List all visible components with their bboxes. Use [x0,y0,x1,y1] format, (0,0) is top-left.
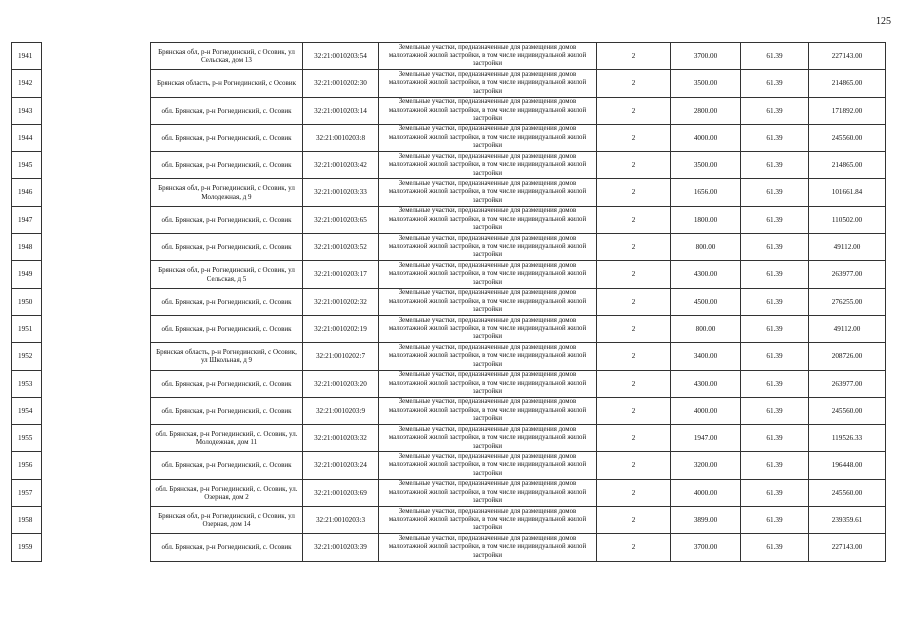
row-number-cell: 1944 [12,124,42,151]
group-cell: 2 [597,397,671,424]
spacer-cell [42,70,151,97]
area-cell: 4000.00 [671,397,741,424]
cadastral-value-cell: 263977.00 [809,261,886,288]
cadastral-number-cell: 32:21:0010203:54 [303,43,379,70]
cadastral-number-cell: 32:21:0010203:3 [303,507,379,534]
row-number-cell: 1948 [12,234,42,261]
group-cell: 2 [597,370,671,397]
table-row [12,70,886,97]
cadastral-value-cell: 245560.00 [809,479,886,506]
table-row [12,507,886,534]
specific-value-cell: 61.39 [741,534,809,561]
cadastral-number-cell: 32:21:0010203:52 [303,234,379,261]
spacer-cell [42,452,151,479]
address-cell: обл. Брянская, р-н Рогнединский, с. Осовик [151,397,303,424]
cadastral-number-cell: 32:21:0010203:9 [303,397,379,424]
cadastral-number-cell: 32:21:0010203:8 [303,124,379,151]
land-use-cell: Земельные участки, предназначенные для размещения домов малоэтажной жилой застройки, в том числе индивидуальной жилой застройки [379,479,597,506]
cadastral-value-table-container [11,42,885,562]
table-row [12,479,886,506]
specific-value-cell: 61.39 [741,234,809,261]
area-cell: 4000.00 [671,124,741,151]
row-number-cell: 1945 [12,152,42,179]
cadastral-value-table [11,42,886,562]
spacer-cell [42,261,151,288]
area-cell: 3200.00 [671,452,741,479]
spacer-cell [42,234,151,261]
specific-value-cell: 61.39 [741,288,809,315]
area-cell: 3500.00 [671,70,741,97]
address-cell: обл. Брянская, р-н Рогнединский, с. Осовик [151,288,303,315]
cadastral-value-cell: 276255.00 [809,288,886,315]
specific-value-cell: 61.39 [741,152,809,179]
cadastral-number-cell: 32:21:0010202:30 [303,70,379,97]
address-cell: Брянская обл, р-н Рогнединский, с Осовик, ул Сельская, дом 13 [151,43,303,70]
specific-value-cell: 61.39 [741,507,809,534]
row-number-cell: 1941 [12,43,42,70]
address-cell: обл. Брянская, р-н Рогнединский, с. Осовик [151,124,303,151]
table-row [12,234,886,261]
table-row [12,152,886,179]
land-use-cell: Земельные участки, предназначенные для размещения домов малоэтажной жилой застройки, в том числе индивидуальной жилой застройки [379,261,597,288]
address-cell: Брянская обл, р-н Рогнединский, с Осовик, ул Молодежная, д 9 [151,179,303,206]
spacer-cell [42,315,151,342]
group-cell: 2 [597,43,671,70]
specific-value-cell: 61.39 [741,206,809,233]
area-cell: 800.00 [671,315,741,342]
group-cell: 2 [597,124,671,151]
cadastral-value-cell: 196448.00 [809,452,886,479]
spacer-cell [42,343,151,370]
specific-value-cell: 61.39 [741,479,809,506]
group-cell: 2 [597,152,671,179]
group-cell: 2 [597,288,671,315]
cadastral-value-cell: 214865.00 [809,70,886,97]
row-number-cell: 1951 [12,315,42,342]
group-cell: 2 [597,97,671,124]
specific-value-cell: 61.39 [741,179,809,206]
area-cell: 4000.00 [671,479,741,506]
address-cell: обл. Брянская, р-н Рогнединский, с. Осовик [151,534,303,561]
cadastral-value-cell: 239359.61 [809,507,886,534]
cadastral-value-cell: 119526.33 [809,425,886,452]
page-number: 125 [876,16,891,27]
group-cell: 2 [597,315,671,342]
row-number-cell: 1942 [12,70,42,97]
group-cell: 2 [597,179,671,206]
specific-value-cell: 61.39 [741,370,809,397]
cadastral-number-cell: 32:21:0010203:65 [303,206,379,233]
land-use-cell: Земельные участки, предназначенные для размещения домов малоэтажной жилой застройки, в том числе индивидуальной жилой застройки [379,43,597,70]
spacer-cell [42,206,151,233]
area-cell: 800.00 [671,234,741,261]
land-use-cell: Земельные участки, предназначенные для размещения домов малоэтажной жилой застройки, в том числе индивидуальной жилой застройки [379,397,597,424]
table-row [12,425,886,452]
address-cell: Брянская обл, р-н Рогнединский, с Осовик, ул Озерная, дом 14 [151,507,303,534]
spacer-cell [42,507,151,534]
cadastral-value-cell: 263977.00 [809,370,886,397]
cadastral-value-cell: 245560.00 [809,124,886,151]
land-use-cell: Земельные участки, предназначенные для размещения домов малоэтажной жилой застройки, в том числе индивидуальной жилой застройки [379,452,597,479]
area-cell: 1656.00 [671,179,741,206]
cadastral-number-cell: 32:21:0010202:19 [303,315,379,342]
group-cell: 2 [597,234,671,261]
land-use-cell: Земельные участки, предназначенные для размещения домов малоэтажной жилой застройки, в том числе индивидуальной жилой застройки [379,206,597,233]
area-cell: 2800.00 [671,97,741,124]
land-use-cell: Земельные участки, предназначенные для размещения домов малоэтажной жилой застройки, в том числе индивидуальной жилой застройки [379,124,597,151]
specific-value-cell: 61.39 [741,97,809,124]
cadastral-value-cell: 227143.00 [809,534,886,561]
area-cell: 3700.00 [671,534,741,561]
specific-value-cell: 61.39 [741,315,809,342]
address-cell: обл. Брянская, р-н Рогнединский, с. Осовик [151,370,303,397]
land-use-cell: Земельные участки, предназначенные для размещения домов малоэтажной жилой застройки, в том числе индивидуальной жилой застройки [379,70,597,97]
row-number-cell: 1956 [12,452,42,479]
row-number-cell: 1953 [12,370,42,397]
specific-value-cell: 61.39 [741,124,809,151]
spacer-cell [42,97,151,124]
table-row [12,124,886,151]
address-cell: Брянская область, р-н Рогнединский, с Осовик, ул Школьная, д 9 [151,343,303,370]
row-number-cell: 1955 [12,425,42,452]
land-use-cell: Земельные участки, предназначенные для размещения домов малоэтажной жилой застройки, в том числе индивидуальной жилой застройки [379,234,597,261]
table-row [12,261,886,288]
group-cell: 2 [597,507,671,534]
row-number-cell: 1943 [12,97,42,124]
cadastral-value-cell: 49112.00 [809,234,886,261]
cadastral-number-cell: 32:21:0010203:20 [303,370,379,397]
table-row [12,206,886,233]
spacer-cell [42,397,151,424]
cadastral-number-cell: 32:21:0010203:24 [303,452,379,479]
area-cell: 1947.00 [671,425,741,452]
table-row [12,179,886,206]
address-cell: Брянская область, р-н Рогнединский, с Осовик [151,70,303,97]
spacer-cell [42,43,151,70]
cadastral-value-cell: 214865.00 [809,152,886,179]
group-cell: 2 [597,479,671,506]
table-row [12,343,886,370]
group-cell: 2 [597,70,671,97]
address-cell: обл. Брянская, р-н Рогнединский, с. Осовик, ул. Озерная, дом 2 [151,479,303,506]
spacer-cell [42,124,151,151]
row-number-cell: 1949 [12,261,42,288]
land-use-cell: Земельные участки, предназначенные для размещения домов малоэтажной жилой застройки, в том числе индивидуальной жилой застройки [379,97,597,124]
cadastral-number-cell: 32:21:0010202:32 [303,288,379,315]
land-use-cell: Земельные участки, предназначенные для размещения домов малоэтажной жилой застройки, в том числе индивидуальной жилой застройки [379,179,597,206]
table-body [12,43,886,562]
address-cell: обл. Брянская, р-н Рогнединский, с. Осовик [151,206,303,233]
address-cell: обл. Брянская, р-н Рогнединский, с. Осовик [151,97,303,124]
specific-value-cell: 61.39 [741,261,809,288]
address-cell: обл. Брянская, р-н Рогнединский, с. Осовик [151,452,303,479]
specific-value-cell: 61.39 [741,43,809,70]
cadastral-number-cell: 32:21:0010203:17 [303,261,379,288]
group-cell: 2 [597,206,671,233]
cadastral-value-cell: 49112.00 [809,315,886,342]
specific-value-cell: 61.39 [741,70,809,97]
land-use-cell: Земельные участки, предназначенные для размещения домов малоэтажной жилой застройки, в том числе индивидуальной жилой застройки [379,507,597,534]
cadastral-value-cell: 110502.00 [809,206,886,233]
specific-value-cell: 61.39 [741,397,809,424]
row-number-cell: 1950 [12,288,42,315]
cadastral-value-cell: 171892.00 [809,97,886,124]
area-cell: 4300.00 [671,261,741,288]
group-cell: 2 [597,452,671,479]
area-cell: 1800.00 [671,206,741,233]
cadastral-number-cell: 32:21:0010203:42 [303,152,379,179]
land-use-cell: Земельные участки, предназначенные для размещения домов малоэтажной жилой застройки, в том числе индивидуальной жилой застройки [379,370,597,397]
specific-value-cell: 61.39 [741,452,809,479]
group-cell: 2 [597,534,671,561]
address-cell: обл. Брянская, р-н Рогнединский, с. Осовик [151,152,303,179]
specific-value-cell: 61.39 [741,425,809,452]
land-use-cell: Земельные участки, предназначенные для размещения домов малоэтажной жилой застройки, в том числе индивидуальной жилой застройки [379,425,597,452]
table-row [12,43,886,70]
land-use-cell: Земельные участки, предназначенные для размещения домов малоэтажной жилой застройки, в том числе индивидуальной жилой застройки [379,288,597,315]
table-row [12,315,886,342]
group-cell: 2 [597,425,671,452]
cadastral-number-cell: 32:21:0010203:14 [303,97,379,124]
area-cell: 4500.00 [671,288,741,315]
cadastral-value-cell: 208726.00 [809,343,886,370]
land-use-cell: Земельные участки, предназначенные для размещения домов малоэтажной жилой застройки, в том числе индивидуальной жилой застройки [379,152,597,179]
spacer-cell [42,370,151,397]
row-number-cell: 1954 [12,397,42,424]
row-number-cell: 1952 [12,343,42,370]
address-cell: обл. Брянская, р-н Рогнединский, с. Осовик, ул. Молодежная, дом 11 [151,425,303,452]
row-number-cell: 1959 [12,534,42,561]
area-cell: 3400.00 [671,343,741,370]
spacer-cell [42,534,151,561]
spacer-cell [42,288,151,315]
group-cell: 2 [597,261,671,288]
table-row [12,97,886,124]
cadastral-number-cell: 32:21:0010203:69 [303,479,379,506]
cadastral-value-cell: 101661.84 [809,179,886,206]
row-number-cell: 1946 [12,179,42,206]
area-cell: 3899.00 [671,507,741,534]
cadastral-value-cell: 245560.00 [809,397,886,424]
spacer-cell [42,425,151,452]
cadastral-value-cell: 227143.00 [809,43,886,70]
cadastral-number-cell: 32:21:0010203:32 [303,425,379,452]
land-use-cell: Земельные участки, предназначенные для размещения домов малоэтажной жилой застройки, в том числе индивидуальной жилой застройки [379,315,597,342]
address-cell: обл. Брянская, р-н Рогнединский, с. Осовик [151,234,303,261]
area-cell: 4300.00 [671,370,741,397]
cadastral-number-cell: 32:21:0010203:33 [303,179,379,206]
table-row [12,370,886,397]
spacer-cell [42,179,151,206]
spacer-cell [42,152,151,179]
address-cell: Брянская обл, р-н Рогнединский, с Осовик, ул Сельская, д 5 [151,261,303,288]
cadastral-number-cell: 32:21:0010203:39 [303,534,379,561]
row-number-cell: 1947 [12,206,42,233]
land-use-cell: Земельные участки, предназначенные для размещения домов малоэтажной жилой застройки, в том числе индивидуальной жилой застройки [379,534,597,561]
area-cell: 3500.00 [671,152,741,179]
area-cell: 3700.00 [671,43,741,70]
row-number-cell: 1957 [12,479,42,506]
table-row [12,288,886,315]
land-use-cell: Земельные участки, предназначенные для размещения домов малоэтажной жилой застройки, в том числе индивидуальной жилой застройки [379,343,597,370]
table-row [12,534,886,561]
table-row [12,397,886,424]
cadastral-number-cell: 32:21:0010202:7 [303,343,379,370]
group-cell: 2 [597,343,671,370]
specific-value-cell: 61.39 [741,343,809,370]
row-number-cell: 1958 [12,507,42,534]
spacer-cell [42,479,151,506]
address-cell: обл. Брянская, р-н Рогнединский, с. Осовик [151,315,303,342]
table-row [12,452,886,479]
